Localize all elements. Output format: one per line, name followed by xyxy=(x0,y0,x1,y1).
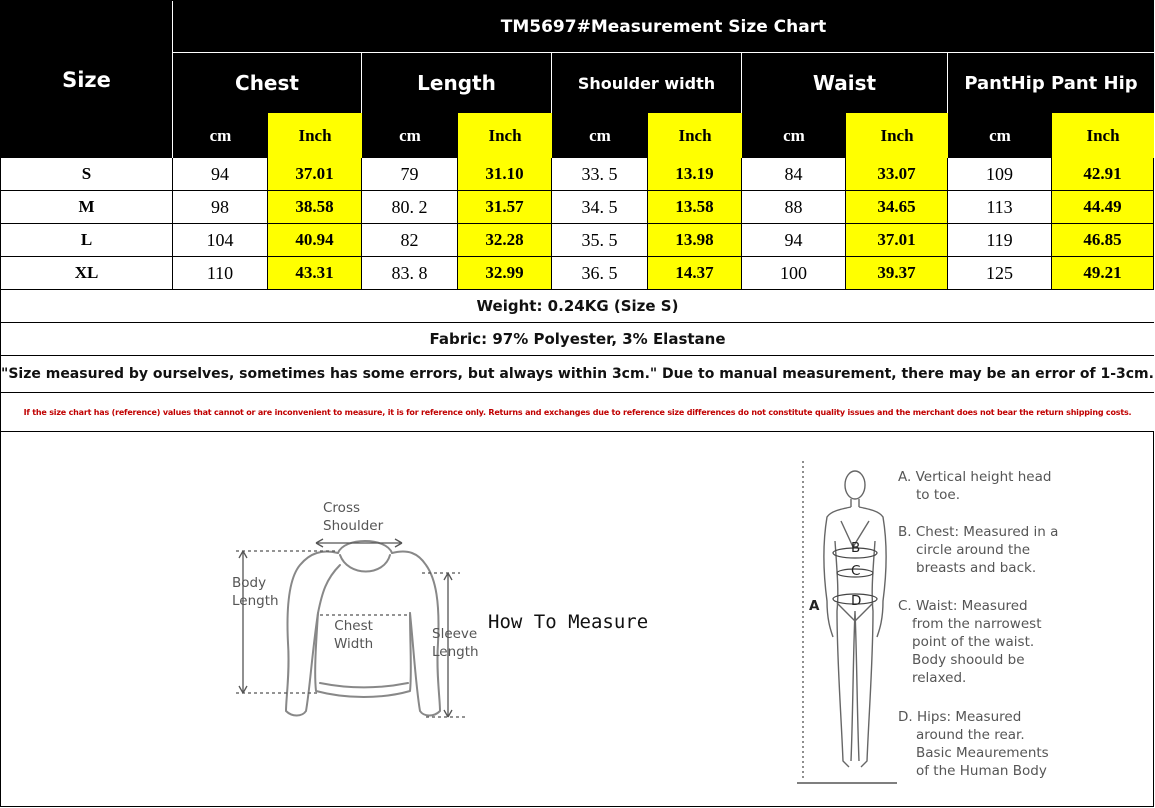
label-chest-width: Chest Width xyxy=(334,618,374,652)
cm-value-cell: 80. 2 xyxy=(362,191,458,224)
inch-value-cell: 31.10 xyxy=(458,158,552,191)
garment-measure-diagram xyxy=(226,493,486,723)
inch-value-cell: 13.58 xyxy=(648,191,742,224)
cm-value-cell: 94 xyxy=(742,224,846,257)
column-header-pant-hip: PantHip Pant Hip xyxy=(948,53,1154,113)
unit-inch: Inch xyxy=(268,113,362,158)
unit-cm: cm xyxy=(552,113,648,158)
cm-value-cell: 125 xyxy=(948,257,1052,290)
unit-inch: Inch xyxy=(648,113,742,158)
cm-value-cell: 88 xyxy=(742,191,846,224)
inch-value-cell: 32.99 xyxy=(458,257,552,290)
weight-info: Weight: 0.24KG (Size S) xyxy=(1,290,1154,323)
marker-b: B xyxy=(851,540,861,556)
label-body-length: Body Length xyxy=(232,575,279,609)
inch-value-cell: 33.07 xyxy=(846,158,948,191)
column-header-length: Length xyxy=(362,53,552,113)
how-to-measure-title: How To Measure xyxy=(488,611,649,633)
label-cross-shoulder: Cross Shoulder xyxy=(323,500,384,534)
size-label-cell: XL xyxy=(1,257,173,290)
cm-value-cell: 104 xyxy=(173,224,268,257)
inch-value-cell: 46.85 xyxy=(1052,224,1154,257)
cm-value-cell: 110 xyxy=(173,257,268,290)
cm-value-cell: 84 xyxy=(742,158,846,191)
column-header-waist: Waist xyxy=(742,53,948,113)
inch-value-cell: 32.28 xyxy=(458,224,552,257)
column-header-chest: Chest xyxy=(173,53,362,113)
inch-value-cell: 13.98 xyxy=(648,224,742,257)
marker-d: D xyxy=(851,593,862,609)
inch-value-cell: 14.37 xyxy=(648,257,742,290)
unit-inch: Inch xyxy=(846,113,948,158)
human-body-illustration xyxy=(797,461,897,785)
cm-value-cell: 36. 5 xyxy=(552,257,648,290)
unit-cm: cm xyxy=(362,113,458,158)
cm-value-cell: 79 xyxy=(362,158,458,191)
inch-value-cell: 49.21 xyxy=(1052,257,1154,290)
label-sleeve-length: Sleeve Length xyxy=(432,626,479,660)
inch-value-cell: 37.01 xyxy=(846,224,948,257)
cm-value-cell: 98 xyxy=(173,191,268,224)
body-note-a: A. Vertical height head to toe. xyxy=(898,469,1052,503)
size-label-cell: M xyxy=(1,191,173,224)
size-header: Size xyxy=(1,1,173,158)
unit-cm: cm xyxy=(948,113,1052,158)
marker-c: C xyxy=(851,563,861,579)
reference-disclaimer: If the size chart has (reference) values that cannot or are inconvenient to measure, it is for reference only. Returns and exchanges due to reference size differences do not constitute quality issues and the merchant does not bear the return shipping costs. xyxy=(1,393,1154,432)
inch-value-cell: 13.19 xyxy=(648,158,742,191)
inch-value-cell: 39.37 xyxy=(846,257,948,290)
cm-value-cell: 109 xyxy=(948,158,1052,191)
unit-inch: Inch xyxy=(1052,113,1154,158)
cm-value-cell: 100 xyxy=(742,257,846,290)
inch-value-cell: 37.01 xyxy=(268,158,362,191)
inch-value-cell: 40.94 xyxy=(268,224,362,257)
measurement-note: "Size measured by ourselves, sometimes has some errors, but always within 3cm." Due to manual measurement, there may be an error of 1-3cm. xyxy=(1,356,1154,393)
cm-value-cell: 82 xyxy=(362,224,458,257)
body-note-d: D. Hips: Measured around the rear. Basic Meaurements of the Human Body xyxy=(898,709,1049,779)
inch-value-cell: 42.91 xyxy=(1052,158,1154,191)
unit-cm: cm xyxy=(742,113,846,158)
cm-value-cell: 34. 5 xyxy=(552,191,648,224)
inch-value-cell: 43.31 xyxy=(268,257,362,290)
body-note-c: C. Waist: Measured from the narrowest point of the waist. Body shoould be relaxed. xyxy=(898,598,1042,686)
column-header-shoulder-width: Shoulder width xyxy=(552,53,742,113)
inch-value-cell: 34.65 xyxy=(846,191,948,224)
inch-value-cell: 38.58 xyxy=(268,191,362,224)
unit-cm: cm xyxy=(173,113,268,158)
cm-value-cell: 94 xyxy=(173,158,268,191)
size-label-cell: L xyxy=(1,224,173,257)
cm-value-cell: 83. 8 xyxy=(362,257,458,290)
cm-value-cell: 35. 5 xyxy=(552,224,648,257)
fabric-info: Fabric: 97% Polyester, 3% Elastane xyxy=(1,323,1154,356)
cm-value-cell: 119 xyxy=(948,224,1052,257)
chart-title: TM5697#Measurement Size Chart xyxy=(173,1,1154,53)
size-label-cell: S xyxy=(1,158,173,191)
body-note-b: B. Chest: Measured in a circle around the breasts and back. xyxy=(898,524,1059,576)
unit-inch: Inch xyxy=(458,113,552,158)
inch-value-cell: 44.49 xyxy=(1052,191,1154,224)
cm-value-cell: 113 xyxy=(948,191,1052,224)
cm-value-cell: 33. 5 xyxy=(552,158,648,191)
marker-a: A xyxy=(809,598,820,614)
inch-value-cell: 31.57 xyxy=(458,191,552,224)
body-measure-diagram xyxy=(797,461,897,785)
